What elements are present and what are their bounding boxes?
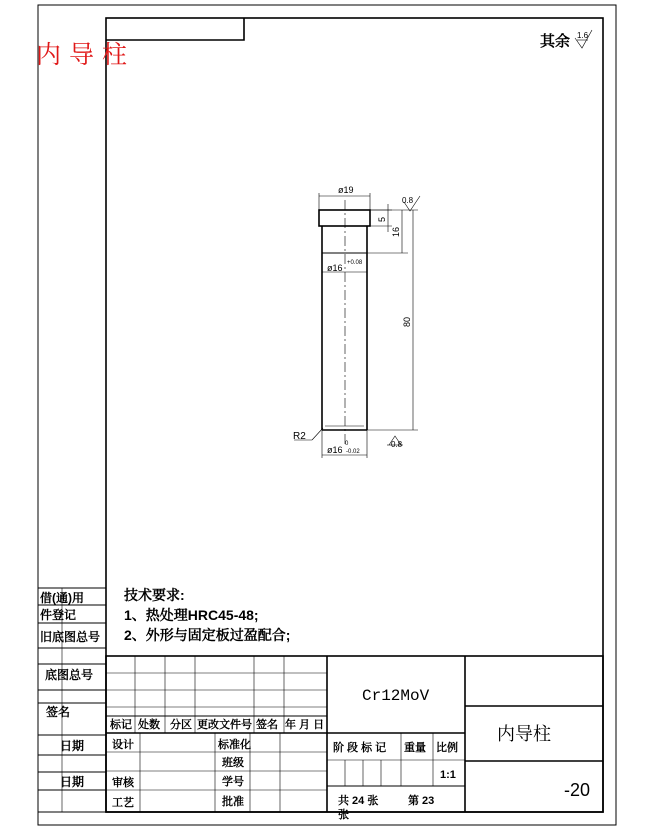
dim-total-length: 80 <box>402 316 412 327</box>
side-registry <box>38 588 106 812</box>
dim-upper-diameter: ø16 <box>327 263 343 273</box>
svg-text:班级: 班级 <box>222 757 244 769</box>
svg-text:1.6: 1.6 <box>577 31 589 40</box>
material: Cr12MoV <box>362 687 430 705</box>
svg-text:-0.02: -0.02 <box>346 449 360 455</box>
svg-text:底图总号: 底图总号 <box>45 668 94 682</box>
top-title-box <box>106 18 244 40</box>
tech-req-heading: 技术要求: <box>124 587 185 603</box>
svg-text:重量: 重量 <box>404 742 426 754</box>
svg-text:年 月 日: 年 月 日 <box>285 719 325 731</box>
technical-requirements <box>123 587 290 643</box>
dim-lower-diameter: ø16 <box>327 445 343 455</box>
svg-text:工艺: 工艺 <box>112 797 134 809</box>
svg-text:标记: 标记 <box>110 719 132 731</box>
svg-text:0.8: 0.8 <box>402 196 414 205</box>
tech-req-item-2: 2、外形与固定板过盈配合; <box>124 627 291 643</box>
svg-text:日期: 日期 <box>60 739 85 753</box>
stamp-title: 内 导 柱 <box>36 40 127 69</box>
dim-shoulder-length: 16 <box>391 226 401 237</box>
dim-head-diameter: ø19 <box>338 185 354 195</box>
pin-head <box>319 210 370 226</box>
dim-head-thickness: 5 <box>377 216 387 222</box>
title-block <box>106 656 603 821</box>
svg-text:标准化: 标准化 <box>218 739 251 751</box>
dim-radius: R2 <box>293 431 306 442</box>
svg-text:处数: 处数 <box>138 719 160 731</box>
surface-finish-rest <box>540 30 592 50</box>
svg-text:更改文件号: 更改文件号 <box>197 719 252 731</box>
sheet-total: 共 24 张 <box>338 795 379 807</box>
svg-text:+0.08: +0.08 <box>347 260 363 266</box>
svg-text:阶 段 标 记: 阶 段 标 记 <box>333 742 387 754</box>
part-name: 内导柱 <box>497 724 551 744</box>
svg-text:旧底图总号: 旧底图总号 <box>40 630 101 644</box>
svg-text:借(通)用: 借(通)用 <box>40 591 84 605</box>
inner-frame <box>106 18 603 812</box>
tech-req-item-1: 1、热处理HRC45-48; <box>124 607 259 623</box>
drawing-number: -20 <box>564 780 591 800</box>
svg-text:张: 张 <box>338 809 349 821</box>
svg-text:签名: 签名 <box>46 705 71 719</box>
svg-text:其余: 其余 <box>540 33 571 50</box>
svg-text:0: 0 <box>345 441 349 447</box>
svg-text:日期: 日期 <box>60 775 85 789</box>
svg-text:学号: 学号 <box>222 776 244 788</box>
svg-text:审核: 审核 <box>112 777 134 789</box>
svg-text:件登记: 件登记 <box>40 608 77 622</box>
svg-text:设计: 设计 <box>112 739 134 751</box>
scale-value: 1:1 <box>440 769 456 781</box>
svg-text:分区: 分区 <box>170 719 192 731</box>
svg-text:比例: 比例 <box>436 742 458 754</box>
part-drawing <box>293 185 420 458</box>
sheet-current: 第 23 <box>408 795 435 807</box>
svg-text:批准: 批准 <box>222 796 244 808</box>
svg-text:0.8: 0.8 <box>391 440 403 449</box>
svg-text:签名: 签名 <box>256 719 278 731</box>
